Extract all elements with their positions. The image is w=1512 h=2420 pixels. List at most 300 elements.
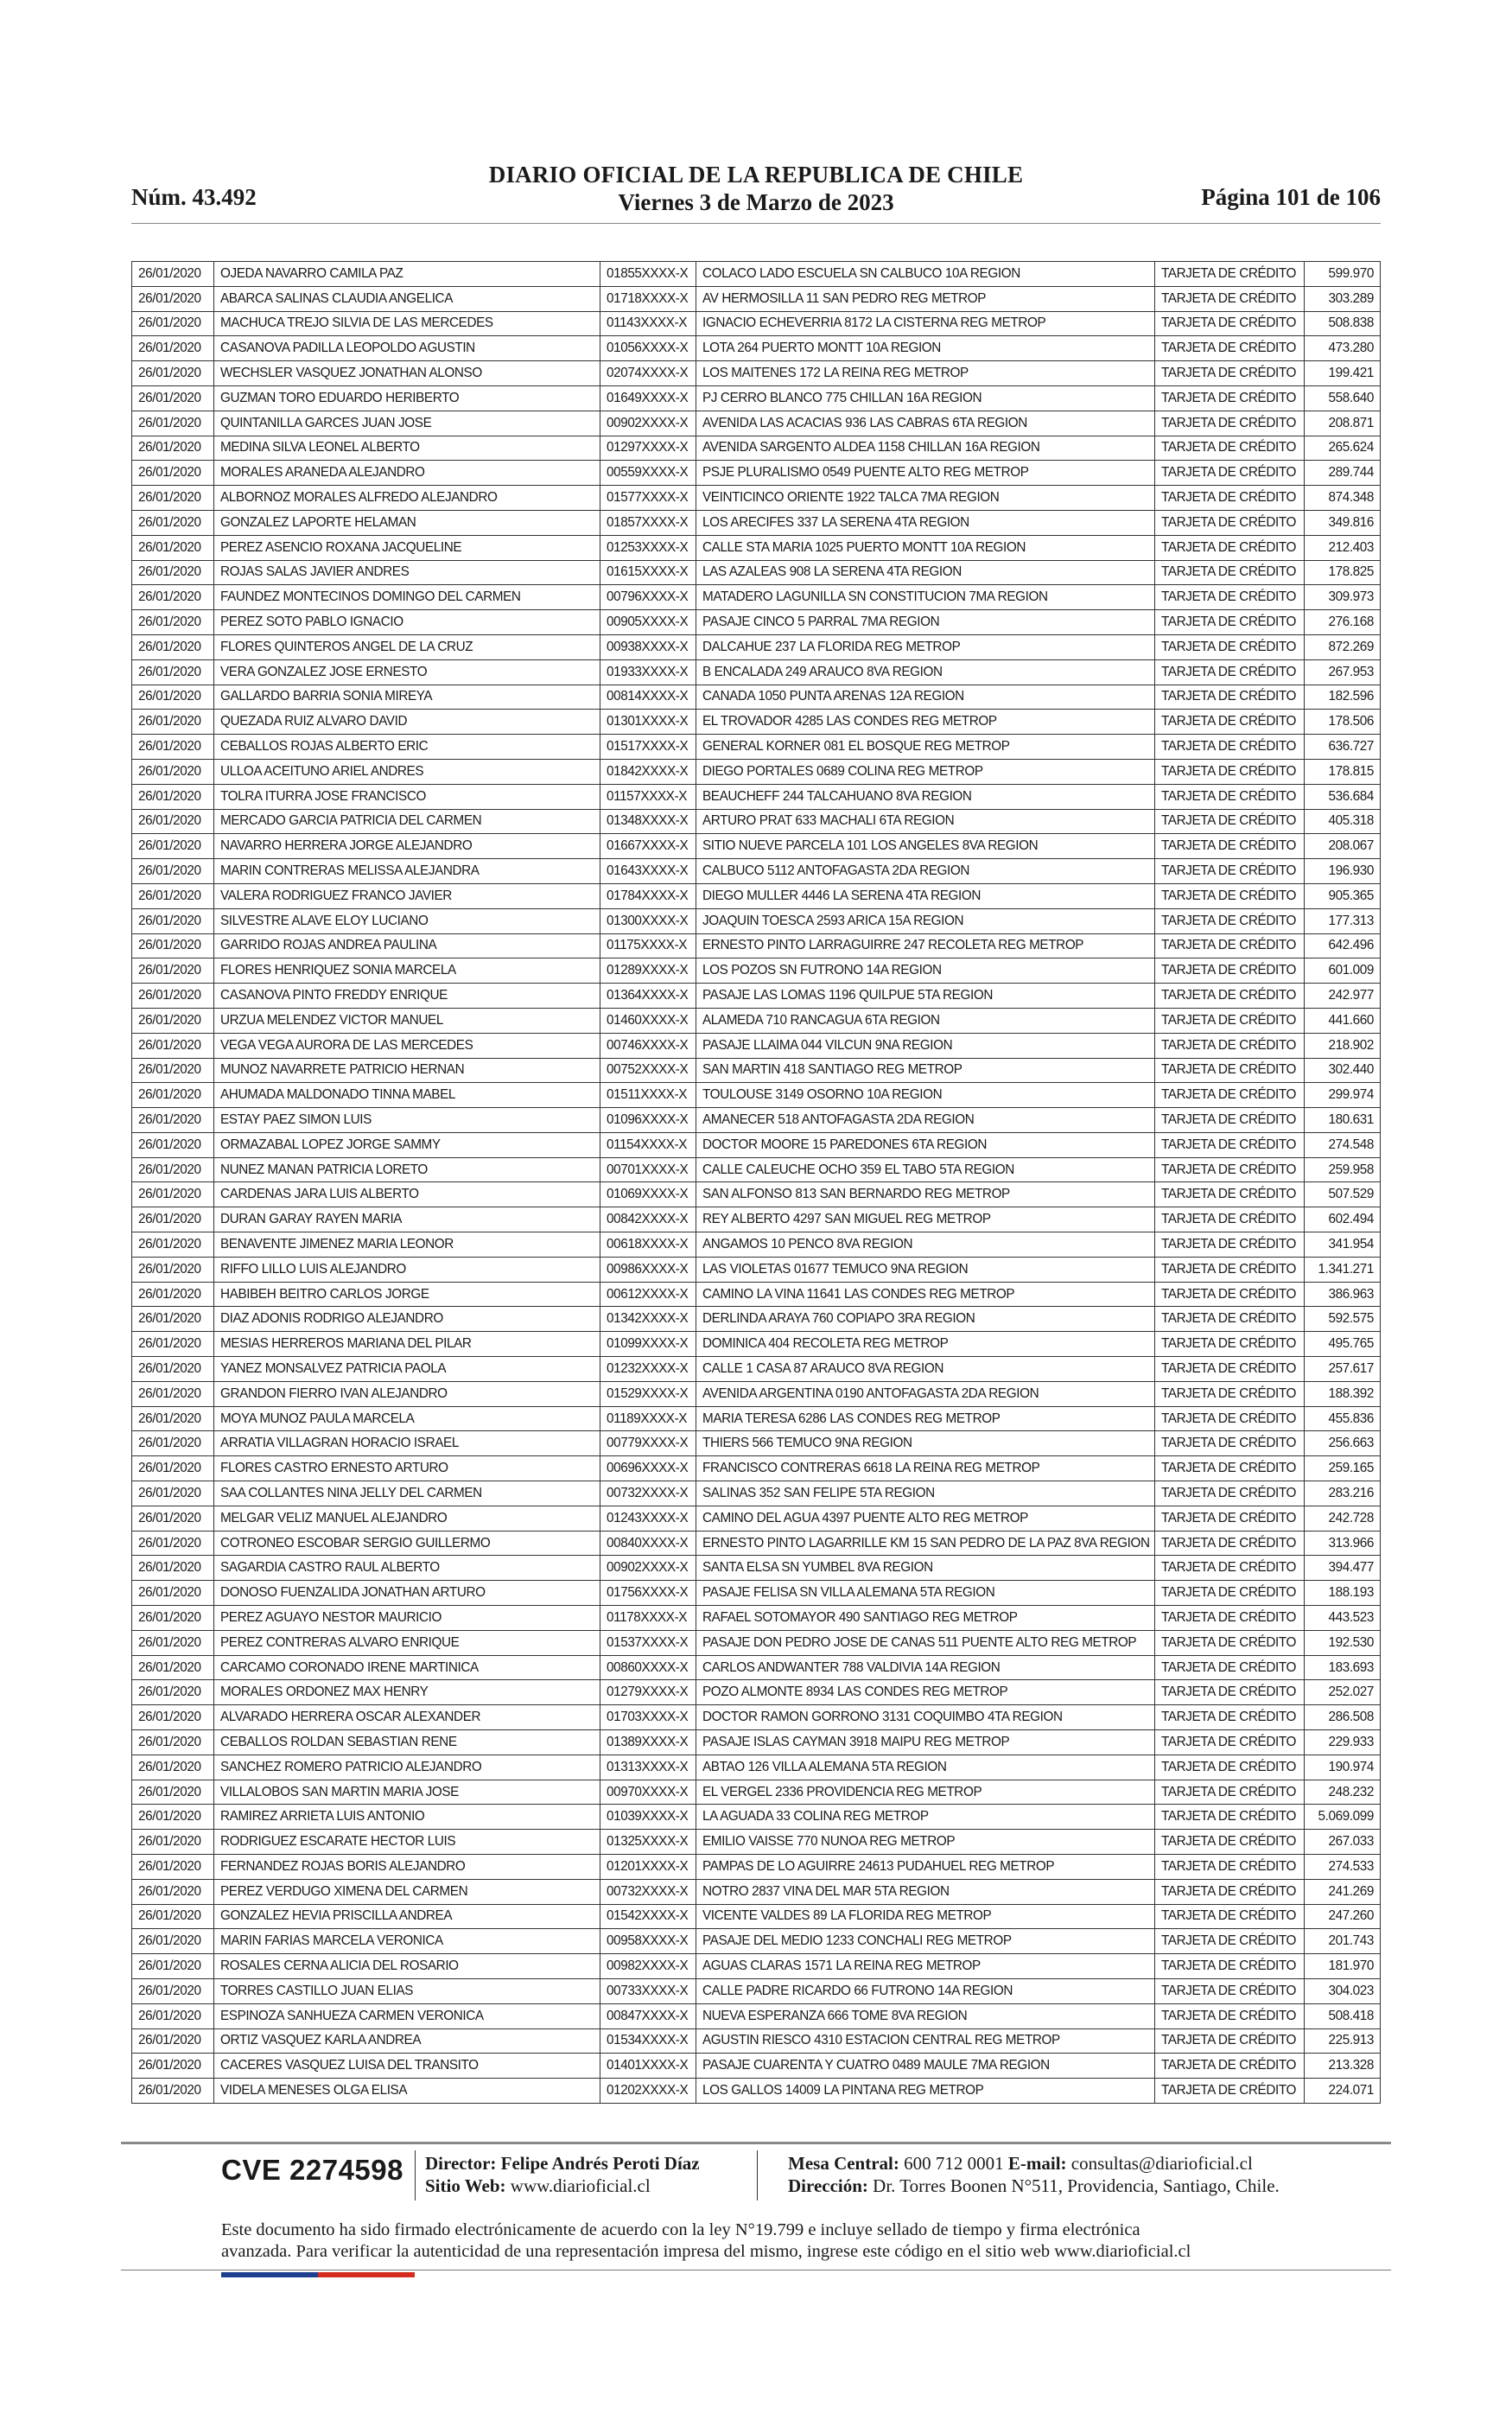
payment-type-cell: TARJETA DE CRÉDITO <box>1155 1904 1305 1929</box>
date-cell: 26/01/2020 <box>132 1581 214 1606</box>
id-cell: 01243XXXX-X <box>600 1506 696 1531</box>
payment-type-cell: TARJETA DE CRÉDITO <box>1155 1232 1305 1258</box>
address-cell: AGUSTIN RIESCO 4310 ESTACION CENTRAL REG METROP <box>696 2028 1155 2054</box>
name-cell: MEDINA SILVA LEONEL ALBERTO <box>214 436 600 461</box>
date-cell: 26/01/2020 <box>132 1904 214 1929</box>
payment-type-cell: TARJETA DE CRÉDITO <box>1155 486 1305 511</box>
amount-cell: 256.663 <box>1305 1431 1381 1456</box>
table-row <box>132 1456 1381 1481</box>
name-cell: VALERA RODRIGUEZ FRANCO JAVIER <box>214 883 600 908</box>
table-row <box>132 311 1381 336</box>
amount-cell: 602.494 <box>1305 1207 1381 1232</box>
table-row <box>132 1232 1381 1258</box>
name-cell: QUINTANILLA GARCES JUAN JOSE <box>214 411 600 436</box>
amount-cell: 289.744 <box>1305 461 1381 486</box>
date-cell: 26/01/2020 <box>132 984 214 1009</box>
date-cell: 26/01/2020 <box>132 560 214 585</box>
amount-cell: 242.728 <box>1305 1506 1381 1531</box>
amount-cell: 274.533 <box>1305 1855 1381 1880</box>
name-cell: SAA COLLANTES NINA JELLY DEL CARMEN <box>214 1481 600 1506</box>
id-cell: 01718XXXX-X <box>600 286 696 311</box>
address-cell: AVENIDA SARGENTO ALDEA 1158 CHILLAN 16A REGION <box>696 436 1155 461</box>
id-cell: 01143XXXX-X <box>600 311 696 336</box>
newspaper-title: DIARIO OFICIAL DE LA REPUBLICA DE CHILE <box>488 162 1024 188</box>
amount-cell: 248.232 <box>1305 1780 1381 1805</box>
name-cell: ALBORNOZ MORALES ALFREDO ALEJANDRO <box>214 486 600 511</box>
table-row <box>132 385 1381 411</box>
date-cell: 26/01/2020 <box>132 2028 214 2054</box>
date-cell: 26/01/2020 <box>132 286 214 311</box>
date-cell: 26/01/2020 <box>132 735 214 760</box>
address-cell: AVENIDA LAS ACACIAS 936 LAS CABRAS 6TA REGION <box>696 411 1155 436</box>
address-cell: PASAJE ISLAS CAYMAN 3918 MAIPU REG METROP <box>696 1730 1155 1755</box>
id-cell: 01542XXXX-X <box>600 1904 696 1929</box>
amount-cell: 259.958 <box>1305 1157 1381 1182</box>
payment-type-cell: TARJETA DE CRÉDITO <box>1155 1556 1305 1581</box>
amount-cell: 267.033 <box>1305 1830 1381 1855</box>
name-cell: MELGAR VELIZ MANUEL ALEJANDRO <box>214 1506 600 1531</box>
address-cell: TOULOUSE 3149 OSORNO 10A REGION <box>696 1083 1155 1108</box>
name-cell: DURAN GARAY RAYEN MARIA <box>214 1207 600 1232</box>
payment-type-cell: TARJETA DE CRÉDITO <box>1155 1705 1305 1730</box>
table-row <box>132 1581 1381 1606</box>
payment-type-cell: TARJETA DE CRÉDITO <box>1155 385 1305 411</box>
id-cell: 00814XXXX-X <box>600 685 696 710</box>
name-cell: MUNOZ NAVARRETE PATRICIO HERNAN <box>214 1058 600 1083</box>
address-cell: DOCTOR MOORE 15 PAREDONES 6TA REGION <box>696 1132 1155 1157</box>
name-cell: BENAVENTE JIMENEZ MARIA LEONOR <box>214 1232 600 1258</box>
address-cell: LOS ARECIFES 337 LA SERENA 4TA REGION <box>696 510 1155 535</box>
name-cell: CASANOVA PINTO FREDDY ENRIQUE <box>214 984 600 1009</box>
date-cell: 26/01/2020 <box>132 1182 214 1207</box>
address-cell: PJ CERRO BLANCO 775 CHILLAN 16A REGION <box>696 385 1155 411</box>
table-row <box>132 1282 1381 1307</box>
payment-type-cell: TARJETA DE CRÉDITO <box>1155 2054 1305 2079</box>
id-cell: 01099XXXX-X <box>600 1332 696 1357</box>
amount-cell: 259.165 <box>1305 1456 1381 1481</box>
id-cell: 00559XXXX-X <box>600 461 696 486</box>
amount-cell: 196.930 <box>1305 859 1381 884</box>
date-cell: 26/01/2020 <box>132 1481 214 1506</box>
id-cell: 01069XXXX-X <box>600 1182 696 1207</box>
amount-cell: 349.816 <box>1305 510 1381 535</box>
payment-type-cell: TARJETA DE CRÉDITO <box>1155 1406 1305 1431</box>
address-cell: DALCAHUE 237 LA FLORIDA REG METROP <box>696 634 1155 659</box>
date-cell: 26/01/2020 <box>132 1132 214 1157</box>
date-cell: 26/01/2020 <box>132 610 214 635</box>
date-cell: 26/01/2020 <box>132 2054 214 2079</box>
id-cell: 00612XXXX-X <box>600 1282 696 1307</box>
amount-cell: 229.933 <box>1305 1730 1381 1755</box>
payment-type-cell: TARJETA DE CRÉDITO <box>1155 1357 1305 1382</box>
address-cell: PAMPAS DE LO AGUIRRE 24613 PUDAHUEL REG METROP <box>696 1855 1155 1880</box>
name-cell: ROSALES CERNA ALICIA DEL ROSARIO <box>214 1954 600 1979</box>
name-cell: PEREZ ASENCIO ROXANA JACQUELINE <box>214 535 600 560</box>
amount-cell: 905.365 <box>1305 883 1381 908</box>
date-cell: 26/01/2020 <box>132 1157 214 1182</box>
name-cell: TOLRA ITURRA JOSE FRANCISCO <box>214 784 600 809</box>
id-cell: 01096XXXX-X <box>600 1108 696 1133</box>
date-cell: 26/01/2020 <box>132 933 214 958</box>
date-cell: 26/01/2020 <box>132 1008 214 1033</box>
address-cell: AVENIDA ARGENTINA 0190 ANTOFAGASTA 2DA REGION <box>696 1381 1155 1406</box>
table-row <box>132 1754 1381 1780</box>
address-cell: NOTRO 2837 VINA DEL MAR 5TA REGION <box>696 1879 1155 1904</box>
date-cell: 26/01/2020 <box>132 908 214 933</box>
name-cell: CEBALLOS ROJAS ALBERTO ERIC <box>214 735 600 760</box>
address-cell: SAN MARTIN 418 SANTIAGO REG METROP <box>696 1058 1155 1083</box>
name-cell: RIFFO LILLO LUIS ALEJANDRO <box>214 1257 600 1282</box>
amount-cell: 302.440 <box>1305 1058 1381 1083</box>
name-cell: MARIN CONTRERAS MELISSA ALEJANDRA <box>214 859 600 884</box>
table-row <box>132 510 1381 535</box>
amount-cell: 455.836 <box>1305 1406 1381 1431</box>
amount-cell: 212.403 <box>1305 535 1381 560</box>
table-row <box>132 1904 1381 1929</box>
date-cell: 26/01/2020 <box>132 1232 214 1258</box>
address-cell: RAFAEL SOTOMAYOR 490 SANTIAGO REG METROP <box>696 1606 1155 1631</box>
amount-cell: 265.624 <box>1305 436 1381 461</box>
address-cell: IGNACIO ECHEVERRIA 8172 LA CISTERNA REG METROP <box>696 311 1155 336</box>
address-cell: ALAMEDA 710 RANCAGUA 6TA REGION <box>696 1008 1155 1033</box>
payment-type-cell: TARJETA DE CRÉDITO <box>1155 1655 1305 1680</box>
payment-type-cell: TARJETA DE CRÉDITO <box>1155 1929 1305 1954</box>
id-cell: 00938XXXX-X <box>600 634 696 659</box>
date-cell: 26/01/2020 <box>132 385 214 411</box>
name-cell: URZUA MELENDEZ VICTOR MANUEL <box>214 1008 600 1033</box>
amount-cell: 181.970 <box>1305 1954 1381 1979</box>
payment-type-cell: TARJETA DE CRÉDITO <box>1155 1033 1305 1058</box>
name-cell: AHUMADA MALDONADO TINNA MABEL <box>214 1083 600 1108</box>
address-cell: EL VERGEL 2336 PROVIDENCIA REG METROP <box>696 1780 1155 1805</box>
id-cell: 00752XXXX-X <box>600 1058 696 1083</box>
table-row <box>132 1357 1381 1382</box>
id-cell: 01232XXXX-X <box>600 1357 696 1382</box>
table-row <box>132 735 1381 760</box>
date-cell: 26/01/2020 <box>132 1357 214 1382</box>
address-cell: AV HERMOSILLA 11 SAN PEDRO REG METROP <box>696 286 1155 311</box>
payment-type-cell: TARJETA DE CRÉDITO <box>1155 1008 1305 1033</box>
payment-type-cell: TARJETA DE CRÉDITO <box>1155 461 1305 486</box>
table-row <box>132 834 1381 859</box>
table-row <box>132 1058 1381 1083</box>
payment-type-cell: TARJETA DE CRÉDITO <box>1155 908 1305 933</box>
address-cell: CAMINO LA VINA 11641 LAS CONDES REG METROP <box>696 1282 1155 1307</box>
date-cell: 26/01/2020 <box>132 510 214 535</box>
address-cell: CALBUCO 5112 ANTOFAGASTA 2DA REGION <box>696 859 1155 884</box>
payment-type-cell: TARJETA DE CRÉDITO <box>1155 535 1305 560</box>
name-cell: CASANOVA PADILLA LEOPOLDO AGUSTIN <box>214 336 600 361</box>
table-row <box>132 1606 1381 1631</box>
id-cell: 01389XXXX-X <box>600 1730 696 1755</box>
address-cell: LAS VIOLETAS 01677 TEMUCO 9NA REGION <box>696 1257 1155 1282</box>
date-cell: 26/01/2020 <box>132 2003 214 2028</box>
amount-cell: 601.009 <box>1305 958 1381 984</box>
id-cell: 00982XXXX-X <box>600 1954 696 1979</box>
id-cell: 01842XXXX-X <box>600 759 696 784</box>
date-cell: 26/01/2020 <box>132 1332 214 1357</box>
amount-cell: 247.260 <box>1305 1904 1381 1929</box>
address-cell: DIEGO PORTALES 0689 COLINA REG METROP <box>696 759 1155 784</box>
payment-type-cell: TARJETA DE CRÉDITO <box>1155 1207 1305 1232</box>
id-cell: 01313XXXX-X <box>600 1754 696 1780</box>
id-cell: 01157XXXX-X <box>600 784 696 809</box>
date-cell: 26/01/2020 <box>132 809 214 834</box>
address-cell: EMILIO VAISSE 770 NUNOA REG METROP <box>696 1830 1155 1855</box>
payment-type-cell: TARJETA DE CRÉDITO <box>1155 585 1305 610</box>
payment-type-cell: TARJETA DE CRÉDITO <box>1155 286 1305 311</box>
legal-notice <box>221 2219 1293 2263</box>
address-cell: LOS POZOS SN FUTRONO 14A REGION <box>696 958 1155 984</box>
table-row <box>132 361 1381 386</box>
id-cell: 01537XXXX-X <box>600 1630 696 1655</box>
date-cell: 26/01/2020 <box>132 1655 214 1680</box>
payment-type-cell: TARJETA DE CRÉDITO <box>1155 1481 1305 1506</box>
id-cell: 01039XXXX-X <box>600 1805 696 1830</box>
payment-type-cell: TARJETA DE CRÉDITO <box>1155 759 1305 784</box>
payment-type-cell: TARJETA DE CRÉDITO <box>1155 510 1305 535</box>
payment-type-cell: TARJETA DE CRÉDITO <box>1155 710 1305 735</box>
date-cell: 26/01/2020 <box>132 1083 214 1108</box>
id-cell: 01300XXXX-X <box>600 908 696 933</box>
address-cell: PASAJE DEL MEDIO 1233 CONCHALI REG METROP <box>696 1929 1155 1954</box>
table-row <box>132 1257 1381 1282</box>
id-cell: 00796XXXX-X <box>600 585 696 610</box>
payment-type-cell: TARJETA DE CRÉDITO <box>1155 1754 1305 1780</box>
amount-cell: 304.023 <box>1305 1978 1381 2003</box>
date-cell: 26/01/2020 <box>132 461 214 486</box>
id-cell: 01784XXXX-X <box>600 883 696 908</box>
id-cell: 00905XXXX-X <box>600 610 696 635</box>
table-row <box>132 336 1381 361</box>
address-cell: VICENTE VALDES 89 LA FLORIDA REG METROP <box>696 1904 1155 1929</box>
table-row <box>132 1157 1381 1182</box>
id-cell: 01201XXXX-X <box>600 1855 696 1880</box>
date-cell: 26/01/2020 <box>132 1780 214 1805</box>
name-cell: DIAZ ADONIS RODRIGO ALEJANDRO <box>214 1307 600 1332</box>
table-row <box>132 2054 1381 2079</box>
date-cell: 26/01/2020 <box>132 1257 214 1282</box>
payment-type-cell: TARJETA DE CRÉDITO <box>1155 1531 1305 1556</box>
date-cell: 26/01/2020 <box>132 1754 214 1780</box>
date-cell: 26/01/2020 <box>132 2079 214 2104</box>
payment-type-cell: TARJETA DE CRÉDITO <box>1155 1456 1305 1481</box>
id-cell: 00779XXXX-X <box>600 1431 696 1456</box>
table-row <box>132 1680 1381 1705</box>
table-row <box>132 759 1381 784</box>
name-cell: VEGA VEGA AURORA DE LAS MERCEDES <box>214 1033 600 1058</box>
payment-type-cell: TARJETA DE CRÉDITO <box>1155 1830 1305 1855</box>
table-row <box>132 634 1381 659</box>
table-row <box>132 685 1381 710</box>
name-cell: ESTAY PAEZ SIMON LUIS <box>214 1108 600 1133</box>
table-row <box>132 1855 1381 1880</box>
table-row <box>132 1556 1381 1581</box>
flag-blue-stripe <box>221 2272 318 2277</box>
amount-cell: 313.966 <box>1305 1531 1381 1556</box>
address-cell: LOTA 264 PUERTO MONTT 10A REGION <box>696 336 1155 361</box>
records-table-body <box>132 262 1381 2104</box>
payment-type-cell: TARJETA DE CRÉDITO <box>1155 1730 1305 1755</box>
id-cell: 01175XXXX-X <box>600 933 696 958</box>
table-row <box>132 486 1381 511</box>
id-cell: 01348XXXX-X <box>600 809 696 834</box>
id-cell: 01703XXXX-X <box>600 1705 696 1730</box>
amount-cell: 177.313 <box>1305 908 1381 933</box>
address-cell: PASAJE FELISA SN VILLA ALEMANA 5TA REGION <box>696 1581 1155 1606</box>
name-cell: WECHSLER VASQUEZ JONATHAN ALONSO <box>214 361 600 386</box>
payment-type-cell: TARJETA DE CRÉDITO <box>1155 1282 1305 1307</box>
address-cell: REY ALBERTO 4297 SAN MIGUEL REG METROP <box>696 1207 1155 1232</box>
footer-separator <box>415 2150 416 2200</box>
id-cell: 00902XXXX-X <box>600 411 696 436</box>
address-cell: SITIO NUEVE PARCELA 101 LOS ANGELES 8VA REGION <box>696 834 1155 859</box>
id-cell: 01511XXXX-X <box>600 1083 696 1108</box>
table-row <box>132 1332 1381 1357</box>
amount-cell: 341.954 <box>1305 1232 1381 1258</box>
email-link[interactable]: consultas@diarioficial.cl <box>1070 2153 1253 2174</box>
date-cell: 26/01/2020 <box>132 1929 214 1954</box>
footer-contact-block <box>788 2152 1280 2197</box>
date-cell: 26/01/2020 <box>132 1680 214 1705</box>
address-cell: SAN ALFONSO 813 SAN BERNARDO REG METROP <box>696 1182 1155 1207</box>
id-cell: 00696XXXX-X <box>600 1456 696 1481</box>
address-cell: SALINAS 352 SAN FELIPE 5TA REGION <box>696 1481 1155 1506</box>
address-cell: DOCTOR RAMON GORRONO 3131 COQUIMBO 4TA REGION <box>696 1705 1155 1730</box>
payment-type-cell: TARJETA DE CRÉDITO <box>1155 1805 1305 1830</box>
id-cell: 00860XXXX-X <box>600 1655 696 1680</box>
date-cell: 26/01/2020 <box>132 883 214 908</box>
payment-type-cell: TARJETA DE CRÉDITO <box>1155 1058 1305 1083</box>
table-row <box>132 2003 1381 2028</box>
id-cell: 01615XXXX-X <box>600 560 696 585</box>
date-cell: 26/01/2020 <box>132 859 214 884</box>
name-cell: PEREZ AGUAYO NESTOR MAURICIO <box>214 1606 600 1631</box>
payment-type-cell: TARJETA DE CRÉDITO <box>1155 809 1305 834</box>
name-cell: MARIN FARIAS MARCELA VERONICA <box>214 1929 600 1954</box>
address-cell: DERLINDA ARAYA 760 COPIAPO 3RA REGION <box>696 1307 1155 1332</box>
date-cell: 26/01/2020 <box>132 262 214 287</box>
name-cell: FERNANDEZ ROJAS BORIS ALEJANDRO <box>214 1855 600 1880</box>
name-cell: CARCAMO CORONADO IRENE MARTINICA <box>214 1655 600 1680</box>
address-cell: PSJE PLURALISMO 0549 PUENTE ALTO REG METROP <box>696 461 1155 486</box>
flag-red-stripe <box>318 2272 415 2277</box>
name-cell: QUEZADA RUIZ ALVARO DAVID <box>214 710 600 735</box>
name-cell: PEREZ VERDUGO XIMENA DEL CARMEN <box>214 1879 600 1904</box>
table-row <box>132 1879 1381 1904</box>
payment-type-cell: TARJETA DE CRÉDITO <box>1155 610 1305 635</box>
payment-type-cell: TARJETA DE CRÉDITO <box>1155 859 1305 884</box>
name-cell: HABIBEH BEITRO CARLOS JORGE <box>214 1282 600 1307</box>
date-cell: 26/01/2020 <box>132 1506 214 1531</box>
amount-cell: 257.617 <box>1305 1357 1381 1382</box>
payment-type-cell: TARJETA DE CRÉDITO <box>1155 1182 1305 1207</box>
date-cell: 26/01/2020 <box>132 1531 214 1556</box>
id-cell: 01756XXXX-X <box>600 1581 696 1606</box>
table-row <box>132 1780 1381 1805</box>
table-row <box>132 1182 1381 1207</box>
table-row <box>132 610 1381 635</box>
amount-cell: 386.963 <box>1305 1282 1381 1307</box>
id-cell: 00733XXXX-X <box>600 1978 696 2003</box>
date-cell: 26/01/2020 <box>132 1954 214 1979</box>
id-cell: 01178XXXX-X <box>600 1606 696 1631</box>
amount-cell: 473.280 <box>1305 336 1381 361</box>
table-row <box>132 659 1381 685</box>
id-cell: 01933XXXX-X <box>600 659 696 685</box>
address-cell: CALLE 1 CASA 87 ARAUCO 8VA REGION <box>696 1357 1155 1382</box>
payment-type-cell: TARJETA DE CRÉDITO <box>1155 1431 1305 1456</box>
table-row <box>132 859 1381 884</box>
name-cell: CARDENAS JARA LUIS ALBERTO <box>214 1182 600 1207</box>
name-cell: TORRES CASTILLO JUAN ELIAS <box>214 1978 600 2003</box>
payment-type-cell: TARJETA DE CRÉDITO <box>1155 2003 1305 2028</box>
address-cell: MATADERO LAGUNILLA SN CONSTITUCION 7MA REGION <box>696 585 1155 610</box>
table-row <box>132 535 1381 560</box>
date-cell: 26/01/2020 <box>132 1456 214 1481</box>
amount-cell: 592.575 <box>1305 1307 1381 1332</box>
address-cell: PASAJE LAS LOMAS 1196 QUILPUE 5TA REGION <box>696 984 1155 1009</box>
address-cell: ERNESTO PINTO LAGARRILLE KM 15 SAN PEDRO DE LA PAZ 8VA REGION <box>696 1531 1155 1556</box>
website-link[interactable]: www.diarioficial.cl <box>510 2175 651 2196</box>
address-cell: LOS GALLOS 14009 LA PINTANA REG METROP <box>696 2079 1155 2104</box>
name-cell: GRANDON FIERRO IVAN ALEJANDRO <box>214 1381 600 1406</box>
amount-cell: 188.193 <box>1305 1581 1381 1606</box>
address-cell: ABTAO 126 VILLA ALEMANA 5TA REGION <box>696 1754 1155 1780</box>
payment-type-cell: TARJETA DE CRÉDITO <box>1155 262 1305 287</box>
payment-type-cell: TARJETA DE CRÉDITO <box>1155 958 1305 984</box>
address-label: Dirección: <box>788 2175 868 2196</box>
date-cell: 26/01/2020 <box>132 634 214 659</box>
payment-type-cell: TARJETA DE CRÉDITO <box>1155 436 1305 461</box>
table-row <box>132 2079 1381 2104</box>
id-cell: 00970XXXX-X <box>600 1780 696 1805</box>
date-cell: 26/01/2020 <box>132 1556 214 1581</box>
amount-cell: 642.496 <box>1305 933 1381 958</box>
records-table <box>131 261 1381 2104</box>
id-cell: 00732XXXX-X <box>600 1481 696 1506</box>
table-row <box>132 809 1381 834</box>
payment-type-cell: TARJETA DE CRÉDITO <box>1155 1978 1305 2003</box>
amount-cell: 508.418 <box>1305 2003 1381 2028</box>
date-cell: 26/01/2020 <box>132 535 214 560</box>
name-cell: COTRONEO ESCOBAR SERGIO GUILLERMO <box>214 1531 600 1556</box>
table-row <box>132 1830 1381 1855</box>
issue-date: Viernes 3 de Marzo de 2023 <box>618 189 894 215</box>
date-cell: 26/01/2020 <box>132 784 214 809</box>
table-row <box>132 1929 1381 1954</box>
amount-cell: 192.530 <box>1305 1630 1381 1655</box>
address-cell: SANTA ELSA SN YUMBEL 8VA REGION <box>696 1556 1155 1581</box>
director-name: Felipe Andrés Peroti Díaz <box>500 2153 700 2174</box>
id-cell: 00986XXXX-X <box>600 1257 696 1282</box>
table-row <box>132 461 1381 486</box>
date-cell: 26/01/2020 <box>132 1606 214 1631</box>
date-cell: 26/01/2020 <box>132 411 214 436</box>
id-cell: 01253XXXX-X <box>600 535 696 560</box>
amount-cell: 508.838 <box>1305 311 1381 336</box>
name-cell: SILVESTRE ALAVE ELOY LUCIANO <box>214 908 600 933</box>
address-cell: BEAUCHEFF 244 TALCAHUANO 8VA REGION <box>696 784 1155 809</box>
payment-type-cell: TARJETA DE CRÉDITO <box>1155 735 1305 760</box>
amount-cell: 441.660 <box>1305 1008 1381 1033</box>
date-cell: 26/01/2020 <box>132 336 214 361</box>
name-cell: VIDELA MENESES OLGA ELISA <box>214 2079 600 2104</box>
date-cell: 26/01/2020 <box>132 1805 214 1830</box>
name-cell: SAGARDIA CASTRO RAUL ALBERTO <box>214 1556 600 1581</box>
address-cell: GENERAL KORNER 081 EL BOSQUE REG METROP <box>696 735 1155 760</box>
table-row <box>132 883 1381 908</box>
